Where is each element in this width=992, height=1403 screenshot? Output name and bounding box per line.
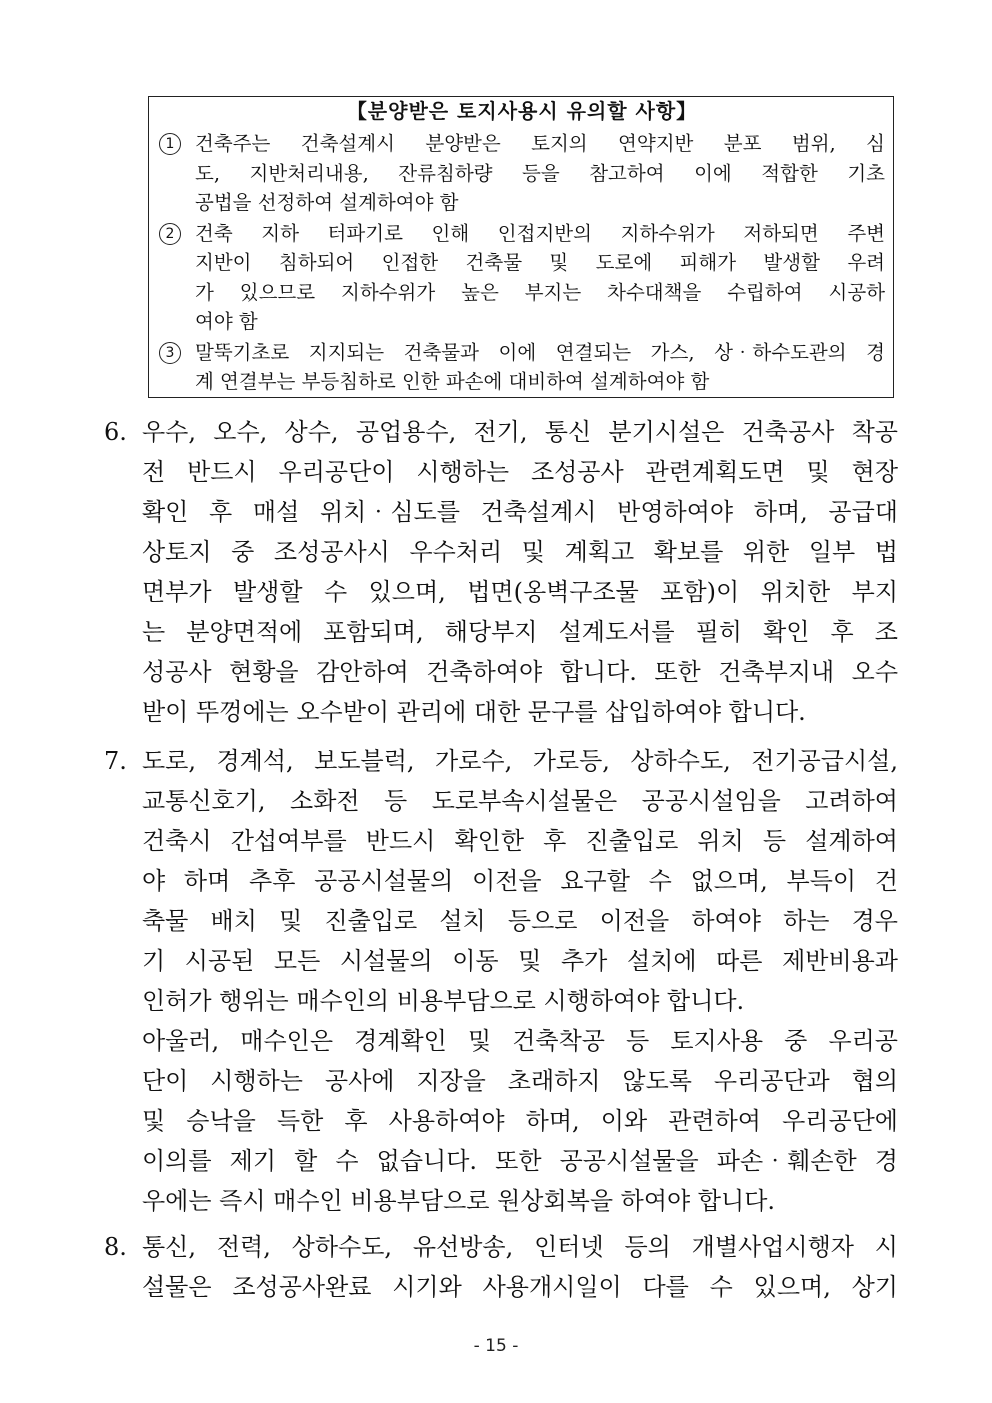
text-line: 전 반드시 우리공단이 시행하는 조성공사 관련계획도면 및 현장: [142, 458, 898, 486]
text-line: 말뚝기초로 지지되는 건축물과 이에 연결되는 가스, 상‧하수도관의 경: [195, 340, 885, 364]
text-line: 상토지 중 조성공사시 우수처리 및 계획고 확보를 위한 일부 법: [142, 538, 898, 566]
text-line: 기 시공된 모든 시설물의 이동 및 추가 설치에 따른 제반비용과: [142, 947, 898, 975]
text-line: 면부가 발생할 수 있으며, 법면(옹벽구조물 포함)이 위치한 부지: [142, 578, 898, 606]
text-line: 여야 함: [195, 310, 258, 333]
text-line: 설물은 조성공사완료 시기와 사용개시일이 다를 수 있으며, 상기: [142, 1273, 898, 1301]
text-line: 받이 뚜껑에는 오수받이 관리에 대한 문구를 삽입하여야 합니다.: [142, 698, 806, 726]
text-line: 는 분양면적에 포함되며, 해당부지 설계도서를 필히 확인 후 조: [142, 618, 898, 646]
text-line: 교통신호기, 소화전 등 도로부속시설물은 공공시설임을 고려하여: [142, 787, 898, 815]
text-line: 건축주는 건축설계시 분양받은 토지의 연약지반 분포 범위, 심: [195, 132, 885, 155]
text-line: 단이 시행하는 공사에 지장을 초래하지 않도록 우리공단과 협의: [142, 1067, 898, 1095]
section-number: 7.: [104, 747, 127, 775]
text-line: 건축 지하 터파기로 인해 인접지반의 지하수위가 저하되면 주변: [195, 221, 885, 245]
section-8: [100, 1227, 900, 1307]
text-line: 우수, 오수, 상수, 공업용수, 전기, 통신 분기시설은 건축공사 착공: [142, 418, 898, 446]
notice-title: 【분양받은 토지사용시 유의할 사항】: [346, 99, 698, 123]
text-line: 이의를 제기 할 수 없습니다. 또한 공공시설물을 파손‧훼손한 경: [142, 1147, 898, 1175]
notice-box: [148, 96, 894, 398]
section-number: 8.: [104, 1233, 127, 1261]
circled-number-2: 2: [159, 223, 181, 245]
notice-item: [159, 219, 885, 337]
section-number: 6.: [104, 418, 127, 446]
circled-number-1: 1: [159, 133, 181, 155]
text-line: 가 있으므로 지하수위가 높은 부지는 차수대책을 수립하여 시공하: [195, 280, 885, 304]
text-line: 아울러, 매수인은 경계확인 및 건축착공 등 토지사용 중 우리공: [142, 1027, 898, 1055]
text-line: 통신, 전력, 상하수도, 유선방송, 인터넷 등의 개별사업시행자 시: [142, 1233, 898, 1261]
circled-number-3: 3: [159, 342, 181, 364]
text-line: 인허가 행위는 매수인의 비용부담으로 시행하여야 합니다.: [142, 987, 745, 1015]
text-line: 야 하며 추후 공공시설물의 이전을 요구할 수 없으며, 부득이 건: [142, 867, 898, 895]
text-line: 우에는 즉시 매수인 비용부담으로 원상회복을 하여야 합니다.: [142, 1187, 776, 1215]
notice-item: [159, 129, 885, 218]
notice-item: [159, 338, 885, 397]
text-line: 도로, 경계석, 보도블럭, 가로수, 가로등, 상하수도, 전기공급시설,: [142, 747, 898, 775]
text-line: 성공사 현황을 감안하여 건축하여야 합니다. 또한 건축부지내 오수: [142, 658, 898, 686]
text-line: 공법을 선정하여 설계하여야 함: [195, 191, 459, 214]
text-line: 지반이 침하되어 인접한 건축물 및 도로에 피해가 발생할 우려: [195, 251, 885, 274]
text-line: 확인 후 매설 위치‧심도를 건축설계시 반영하여야 하며, 공급대: [142, 498, 898, 526]
text-line: 건축시 간섭여부를 반드시 확인한 후 진출입로 위치 등 설계하여: [142, 827, 898, 855]
text-line: 축물 배치 및 진출입로 설치 등으로 이전을 하여야 하는 경우: [142, 907, 898, 935]
page-number: - 15 -: [473, 1336, 519, 1356]
section-6: [100, 412, 900, 732]
text-line: 및 승낙을 득한 후 사용하여야 하며, 이와 관련하여 우리공단에: [142, 1107, 898, 1135]
text-line: 계 연결부는 부등침하로 인한 파손에 대비하여 설계하여야 함: [195, 370, 710, 393]
text-line: 도, 지반처리내용, 잔류침하량 등을 참고하여 이에 적합한 기초: [195, 161, 885, 185]
section-7: [100, 741, 900, 1221]
